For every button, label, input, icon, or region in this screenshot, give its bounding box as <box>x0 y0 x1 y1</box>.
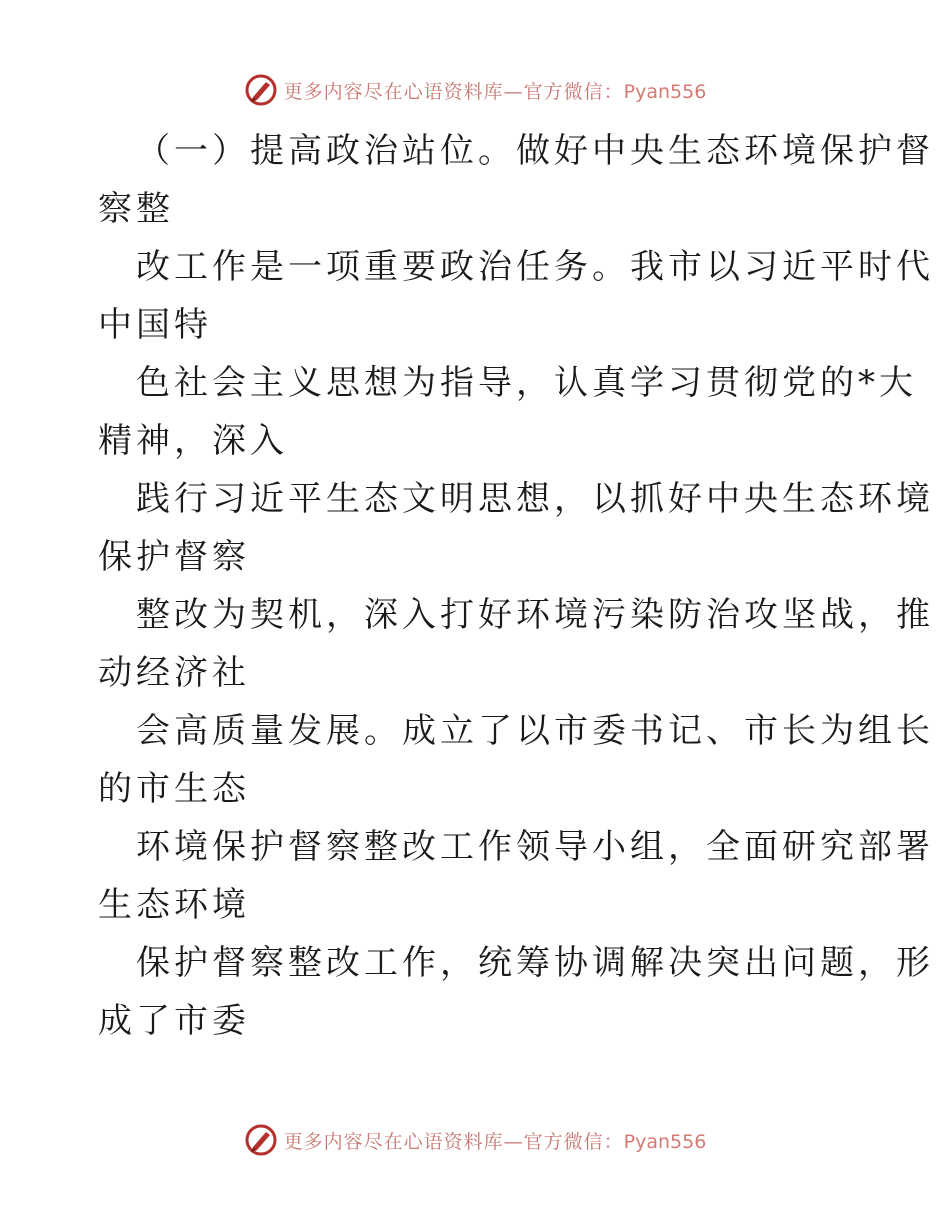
text-line: 的市生态 <box>98 769 250 809</box>
text-line: 整改为契机，深入打好环境污染防治攻坚战，推 <box>136 595 934 635</box>
text-line: 会高质量发展。成立了以市委书记、市长为组长 <box>136 711 934 751</box>
text-line: 生态环境 <box>98 885 250 925</box>
pen-logo-icon <box>244 1123 278 1157</box>
text-line: 色社会主义思想为指导，认真学习贯彻党的*大 <box>136 363 917 403</box>
header-watermark <box>0 70 950 110</box>
text-line: 动经济社 <box>98 653 250 693</box>
document-body <box>98 122 934 1050</box>
text-line: 保护督察整改工作，统筹协调解决突出问题，形 <box>136 943 934 983</box>
text-line: 中国特 <box>98 305 212 345</box>
text-line: 改工作是一项重要政治任务。我市以习近平时代 <box>136 247 934 287</box>
text-line: 践行习近平生态文明思想，以抓好中央生态环境 <box>136 479 934 519</box>
text-line: 环境保护督察整改工作领导小组，全面研究部署 <box>136 827 934 867</box>
text-line: 成了市委 <box>98 1001 250 1041</box>
watermark-text: 更多内容尽在心语资料库—官方微信：Pyan556 <box>283 1130 707 1153</box>
pen-logo-icon <box>244 73 278 107</box>
text-line: （一）提高政治站位。做好中央生态环境保护督 <box>136 131 934 171</box>
text-line: 精神，深入 <box>98 421 288 461</box>
watermark-text: 更多内容尽在心语资料库—官方微信：Pyan556 <box>283 80 707 103</box>
footer-watermark <box>0 1120 950 1160</box>
text-line: 保护督察 <box>98 537 250 577</box>
text-line: 察整 <box>98 189 174 229</box>
